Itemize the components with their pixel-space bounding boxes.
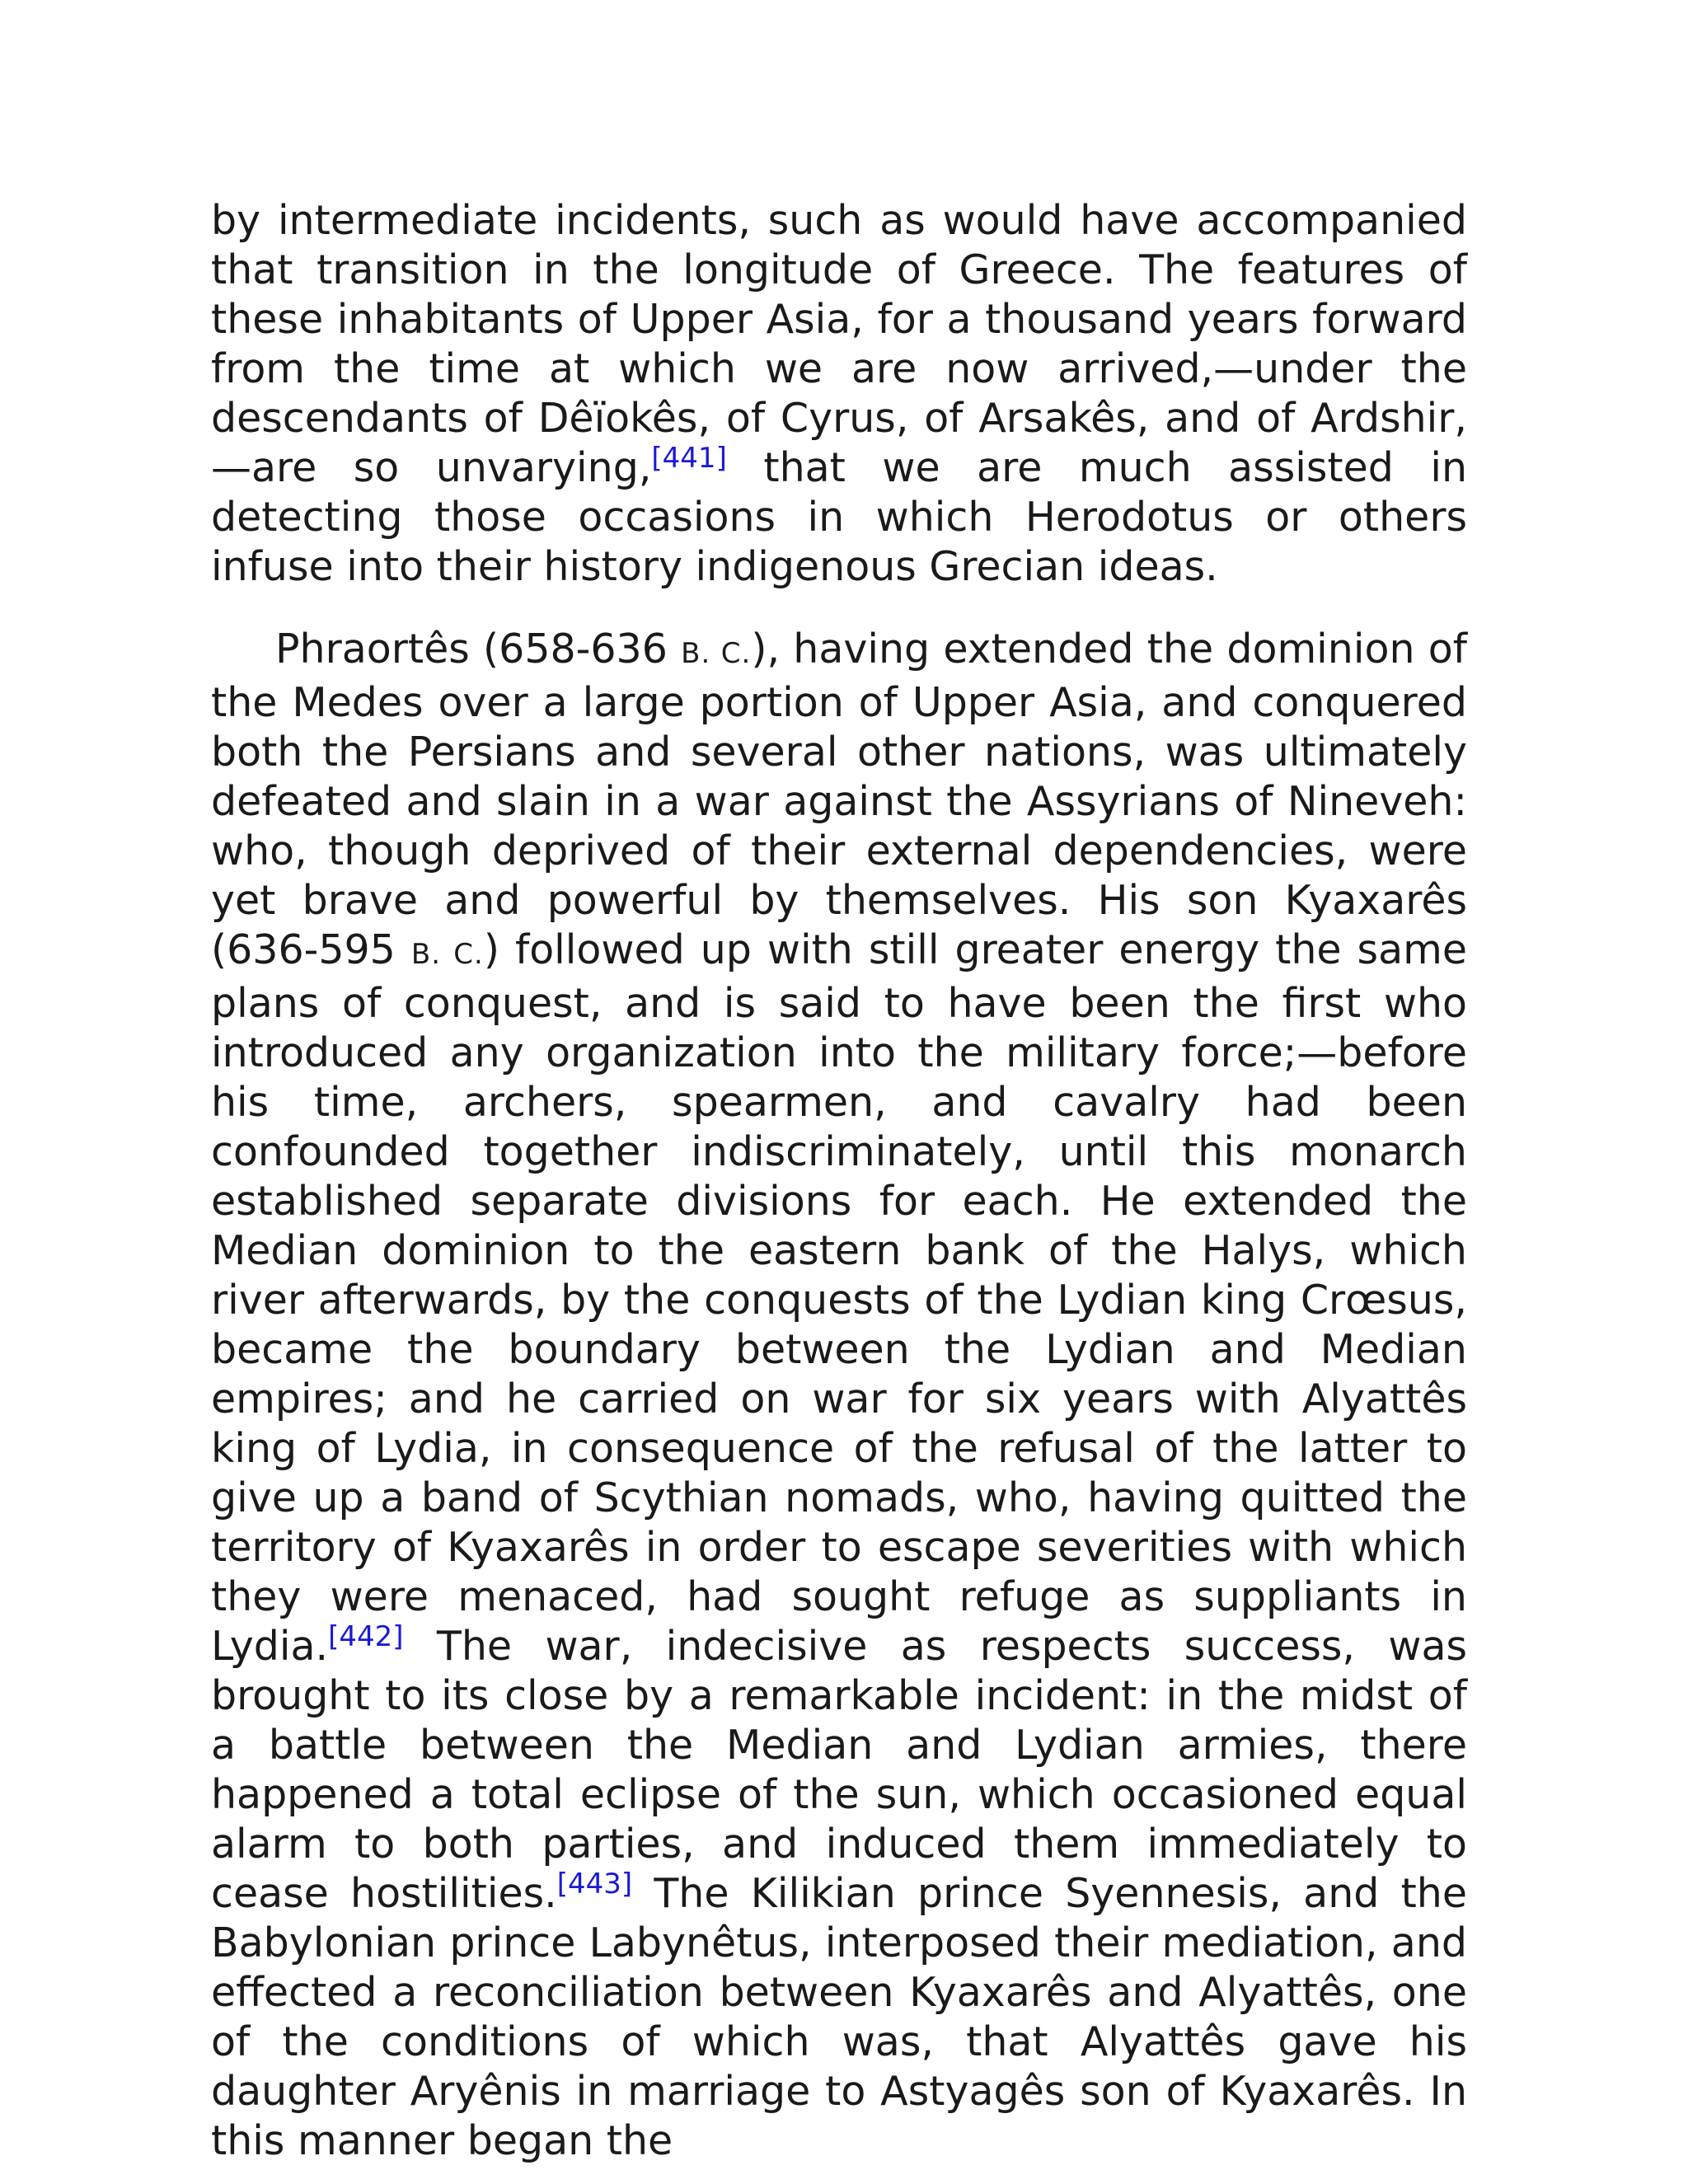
paragraph-text: ) followed up with still greater energy the same plans of conquest, and is said to have been the first who introduced any organization into the military force;—before his time, archers, spearmen, and cavalry had been confounded together indiscriminately, until this monarch established separate divisions for each. He extended the Median dominion to the eastern bank of the Halys, which river afterwards, by the conquests of the Lydian king Crœsus, became the boundary between the Lydian and Median empires; and he carried on war for six years with Alyattês king of Lydia, in consequence of the refusal of the latter to give up a band of Scythian nomads, who, having quitted the territory of Kyaxarês in order to escape severities with which they were menaced, had sought refuge as suppliants in Lydia.	[211, 926, 1467, 1670]
paragraph-text: The war, indecisive as respects success, was brought to its close by a remarkable incident: in the midst of a battle between the Median and Lydian armies, there happened a total eclipse of the sun, which occasioned equal alarm to both parties, and induced them immediately to cease hostilities.	[211, 1623, 1467, 1917]
paragraph-text: ), having extended the dominion of the Medes over a large portion of Upper Asia, and conquered both the Persians and several other nations, was ultimately defeated and slain in a war against the Assyrians of Nineveh: who, though deprived of their external dependencies, were yet brave and powerful by themselves. His son Kyaxarês (636-595	[211, 626, 1467, 973]
paragraph-text: Phraortês (658-636	[275, 626, 682, 673]
paragraph-continuation	[211, 196, 1467, 592]
paragraph-text: The Kilikian prince Syennesis, and the Babylonian prince Labynêtus, interposed their mediation, and effected a reconciliation between Kyaxarês and Alyattês, one of the conditions of which was, that Alyattês gave his daughter Aryênis in marriage to Astyagês son of Kyaxarês. In this manner began the	[211, 1870, 1467, 2164]
footnote-link-442[interactable]: [442]	[328, 1620, 404, 1653]
paragraph-text: by intermediate incidents, such as would have accompanied that transition in the longitude of Greece. The features of these inhabitants of Upper Asia, for a thousand years forward from the time at which we are now arrived,—under the descendants of Dêïokês, of Cyrus, of Arsakês, and of Ardshir,—are so unvarying,	[211, 197, 1467, 491]
paragraph-text: that we are much assisted in detecting those occasions in which Herodotus or others infuse into their history indigenous Grecian ideas.	[211, 444, 1468, 590]
page-body	[211, 196, 1467, 2166]
era-label: B. C.	[681, 637, 752, 670]
paragraph-phraortes	[211, 625, 1467, 2166]
footnote-link-443[interactable]: [443]	[556, 1868, 633, 1900]
era-label: B. C.	[410, 938, 484, 971]
footnote-link-441[interactable]: [441]	[651, 442, 727, 475]
